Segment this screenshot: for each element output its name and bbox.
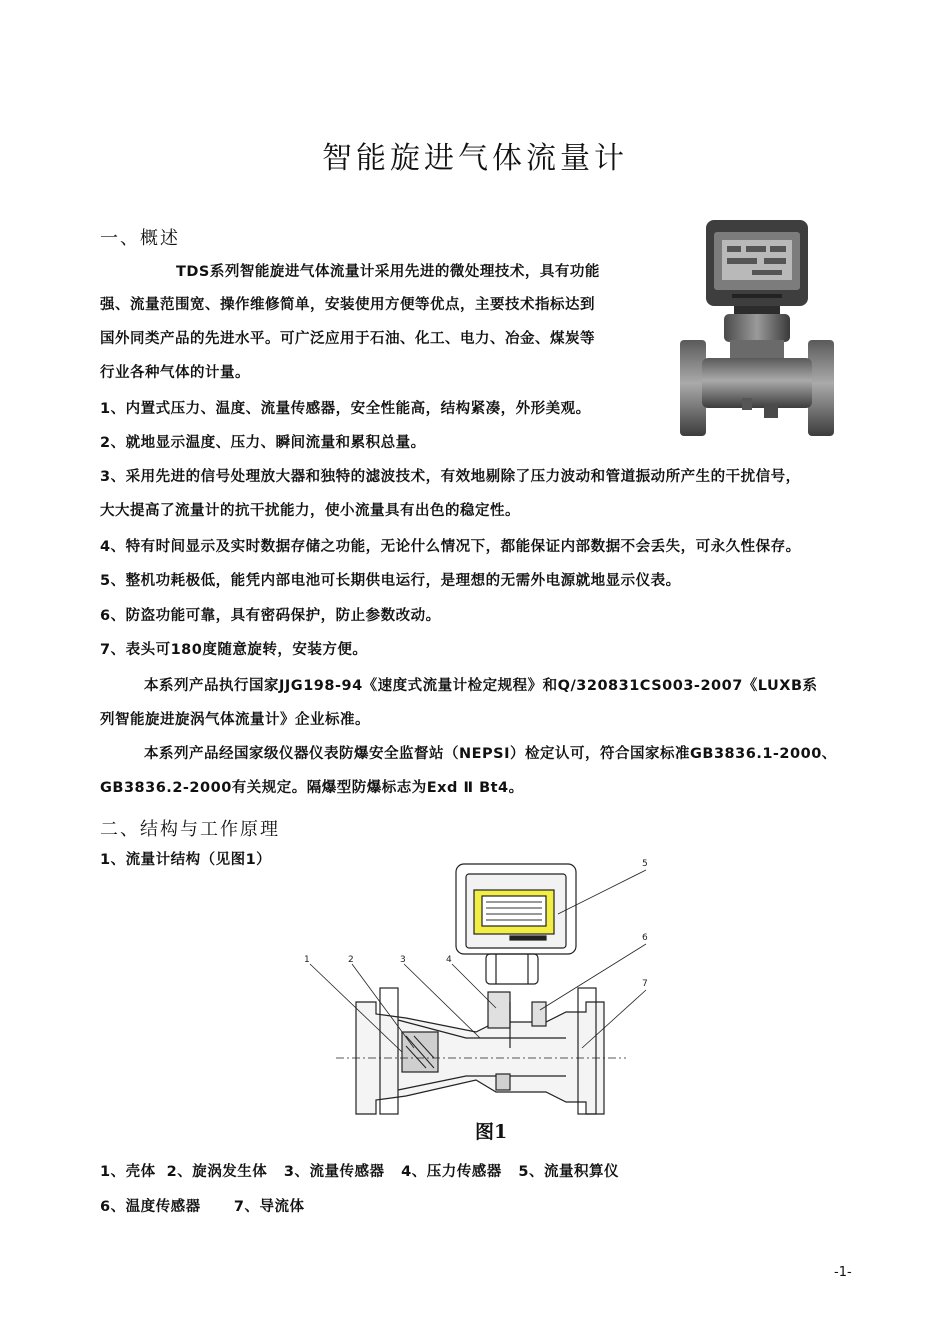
structure-sub-heading: 1、流量计结构（见图1） — [100, 852, 272, 868]
cert-line-1: 本系列产品经国家级仪器仪表防爆安全监督站（NEPSI）检定认可，符合国家标准GB3836.1-2000、 — [144, 746, 837, 762]
feature-line-5: 5、整机功耗极低，能凭内部电池可长期供电运行，是理想的无需外电源就地显示仪表。 — [100, 573, 681, 589]
intro-line-2: 强、流量范围宽、操作维修简单，安装使用方便等优点，主要技术指标达到 — [100, 297, 595, 313]
standard-line-1: 本系列产品执行国家JJG198-94《速度式流量计检定规程》和Q/320831CS003-2007《LUXB系 — [144, 678, 818, 694]
parts-list-line-1: 1、壳体 2、旋涡发生体 3、流量传感器 4、压力传感器 5、流量积算仪 — [100, 1164, 619, 1180]
intro-line-3: 国外同类产品的先进水平。可广泛应用于石油、化工、电力、冶金、煤炭等 — [100, 331, 595, 347]
cert-line-2: GB3836.2-2000有关规定。隔爆型防爆标志为Exd Ⅱ Bt4。 — [100, 780, 524, 796]
feature-line-3b: 大大提高了流量计的抗干扰能力，使小流量具有出色的稳定性。 — [100, 503, 520, 519]
label-6: 6 — [642, 933, 648, 943]
intro-line-1: TDS系列智能旋进气体流量计采用先进的微处理技术，具有功能 — [176, 264, 600, 280]
label-2: 2 — [348, 955, 354, 965]
label-5: 5 — [642, 859, 648, 869]
parts-list-line-2: 6、温度传感器 7、导流体 — [100, 1199, 305, 1215]
figure-caption: 图1 — [475, 1121, 508, 1143]
feature-line-6: 6、防盗功能可靠，具有密码保护，防止参数改动。 — [100, 608, 441, 624]
feature-line-3: 3、采用先进的信号处理放大器和独特的滤波技术，有效地剔除了压力波动和管道振动所产生的干扰信号， — [100, 469, 801, 485]
figure-1-diagram — [296, 852, 660, 1118]
standard-line-2: 列智能旋进旋涡气体流量计》企业标准。 — [100, 712, 370, 728]
feature-line-4: 4、特有时间显示及实时数据存储之功能，无论什么情况下，都能保证内部数据不会丢失，可永久性保存。 — [100, 539, 801, 555]
label-3: 3 — [400, 955, 406, 965]
feature-line-7: 7、表头可180度随意旋转，安装方便。 — [100, 642, 368, 658]
intro-line-4: 行业各种气体的计量。 — [100, 365, 250, 381]
label-7: 7 — [642, 979, 648, 989]
page-number: -1- — [834, 1265, 852, 1280]
section-heading-overview: 一、概述 — [100, 228, 180, 249]
flowmeter-photo — [672, 218, 842, 444]
feature-line-2: 2、就地显示温度、压力、瞬间流量和累积总量。 — [100, 435, 426, 451]
document-title: 智能旋进气体流量计 — [322, 141, 628, 176]
label-4: 4 — [446, 955, 452, 965]
feature-line-1: 1、内置式压力、温度、流量传感器，安全性能高，结构紧凑，外形美观。 — [100, 401, 591, 417]
section-heading-structure: 二、结构与工作原理 — [100, 819, 280, 840]
label-1: 1 — [304, 955, 310, 965]
